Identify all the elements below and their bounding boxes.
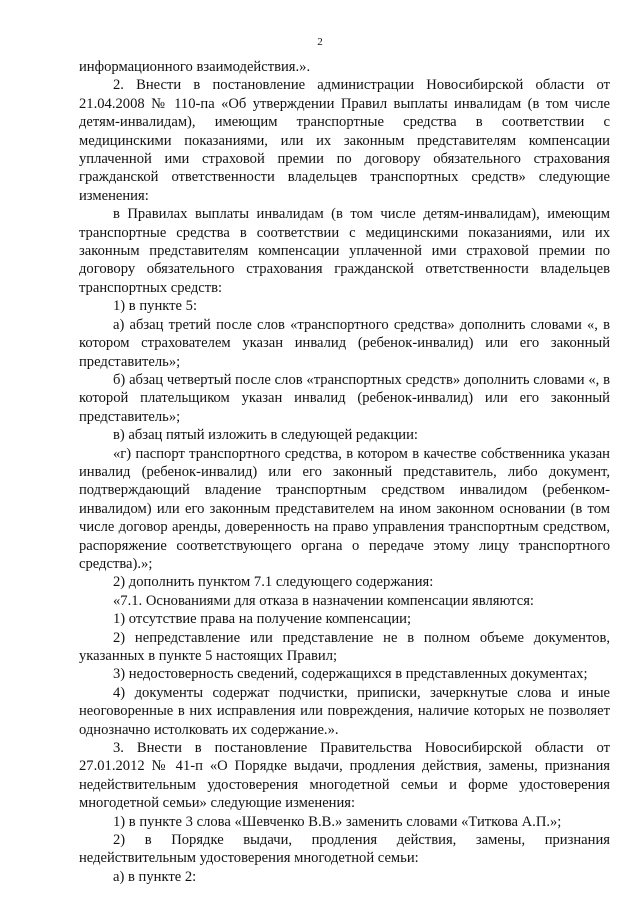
paragraph: 2) в Порядке выдачи, продления действия, замены, признания недействительным удостоверения многодетной семьи: [79, 832, 610, 867]
paragraph: в) абзац пятый изложить в следующей редакции: [113, 427, 418, 444]
paragraph: а) абзац третий после слов «транспортного средства» дополнить словами «, в котором страхователем указан инвалид (ребенок-инвалид) или его законный представитель»; [79, 316, 610, 370]
paragraph: 3. Внести в постановление Правительства Новосибирской области от 27.01.2012 № 41-п «О Порядке выдачи, продления действия, замены, признания недействительным удостоверения многодетной семьи и форме удостоверения многодетной семьи» следующие изменения: [79, 740, 610, 812]
paragraph: 3) недостоверность сведений, содержащихся в представленных документах; [113, 666, 588, 683]
document-body [79, 58, 610, 886]
paragraph: информационного взаимодействия.». [79, 59, 311, 75]
paragraph: б) абзац четвертый после слов «транспортных средств» дополнить словами «, в которой плательщиком указан инвалид (ребенок-инвалид) или его законный представитель»; [79, 371, 610, 425]
paragraph: «7.1. Основаниями для отказа в назначении компенсации являются: [113, 592, 534, 609]
paragraph: а) в пункте 2: [113, 868, 197, 885]
paragraph: 1) в пункте 3 слова «Шевченко В.В.» заменить словами «Титкова А.П.»; [113, 813, 562, 830]
paragraph: 4) документы содержат подчистки, приписки, зачеркнутые слова и иные неоговоренные в них исправления или повреждения, наличие которых не позволяет однозначно истолковать их содержание.». [79, 684, 610, 738]
paragraph: 2. Внести в постановление администрации Новосибирской области от 21.04.2008 № 110-па «Об утверждении Правил выплаты инвалидам (в том числе детям-инвалидам), имеющим транспортные средства в соответствии с медицинскими показаниями, или их законным представителям компенсации уплаченной ими страховой премии по договору обязательного страхования гражданской ответственности владельцев транспортных средств» следующие изменения: [79, 77, 610, 204]
paragraph: «г) паспорт транспортного средства, в котором в качестве собственника указан инвалид (ребенок-инвалид) или его законный представитель, либо документ, подтверждающий владение транспортным средством инвалидом (ребенком-инвалидом) или его законным представителем на ином законном основании (в том числе договор аренды, доверенность на право управления транспортным средством, распоряжение соответствующего органа о передаче этому лицу транспортного средства).»; [79, 445, 610, 572]
page-number: 2 [317, 36, 323, 48]
paragraph: 1) отсутствие права на получение компенсации; [113, 611, 412, 628]
paragraph: 2) непредставление или представление не в полном объеме документов, указанных в пункте 5 настоящих Правил; [79, 629, 610, 664]
paragraph: 2) дополнить пунктом 7.1 следующего содержания: [113, 574, 434, 591]
paragraph: 1) в пункте 5: [113, 298, 198, 315]
paragraph: в Правилах выплаты инвалидам (в том числе детям-инвалидам), имеющим транспортные средства в соответствии с медицинскими показаниями, или их законным представителям компенсации уплаченной ими страховой премии по договору обязательного страхования гражданской ответственности владельцев транспортных средств: [79, 206, 610, 296]
